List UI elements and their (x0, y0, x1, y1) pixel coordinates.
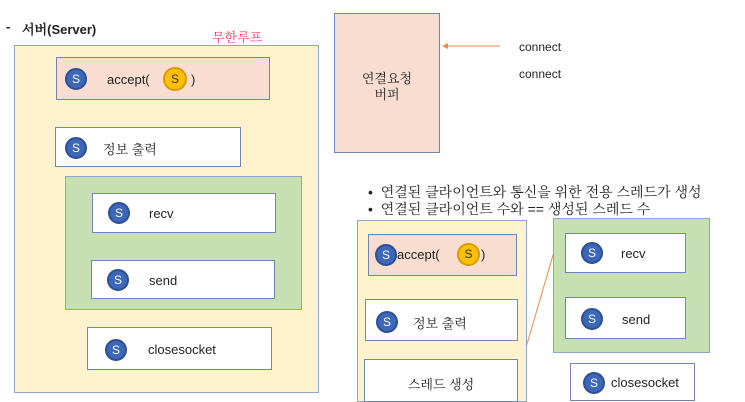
queue-label-line2: 버퍼 (374, 87, 400, 102)
r-info-print-box (365, 299, 518, 341)
info-print-label: 정보 출력 (103, 142, 157, 157)
r-send-box (565, 297, 686, 339)
r-closesocket-label: closesocket (611, 375, 679, 390)
socket-icon: S (65, 137, 87, 159)
recv-box (92, 193, 276, 233)
socket-icon: S (376, 311, 398, 333)
send-box (91, 260, 275, 299)
r-recv-box (565, 233, 686, 273)
connection-queue-box (334, 13, 440, 153)
queue-label-line1: 연결요청 (361, 71, 413, 86)
socket-icon: S (581, 308, 603, 330)
client-socket-icon: S (457, 243, 480, 266)
accept-label: accept( (107, 72, 150, 87)
info-print-box (55, 127, 241, 167)
connect-label-1: connect (519, 40, 562, 54)
socket-icon: S (581, 242, 603, 264)
socket-icon: S (108, 202, 130, 224)
send-label: send (149, 273, 178, 288)
socket-icon: S (105, 339, 127, 361)
thread-create-box (364, 359, 518, 402)
thread-create-label: 스레드 생성 (407, 377, 475, 392)
client-socket-icon: S (163, 67, 187, 91)
infinite-loop-label: 무한루프 (212, 30, 263, 45)
r-info-print-label: 정보 출력 (413, 316, 467, 331)
accept-box (56, 57, 270, 100)
r-accept-label: accept( (397, 247, 440, 262)
socket-icon: S (107, 269, 129, 291)
r-accept-box (368, 234, 517, 276)
title-dash: - (6, 19, 11, 34)
bullet-2: • 연결된 클라이언트 수와 == 생성된 스레드 수 (368, 201, 651, 217)
closesocket-box (87, 327, 272, 370)
r-closesocket-box (570, 363, 695, 401)
closesocket-label: closesocket (148, 342, 216, 357)
r-recv-label: recv (621, 246, 646, 261)
server-title: 서버(Server) (22, 22, 97, 37)
connect-label-2: connect (519, 67, 562, 81)
r-accept-close-paren: ) (481, 247, 486, 262)
server-socket-icon: S (375, 244, 397, 266)
bullet-1-text: 연결된 클라이언트와 통신을 위한 전용 스레드가 생성 (380, 184, 702, 200)
bullet-1: • 연결된 클라이언트와 통신을 위한 전용 스레드가 생성 (368, 184, 702, 200)
server-socket-icon: S (65, 68, 87, 90)
accept-close-paren: ) (191, 72, 196, 87)
r-send-label: send (622, 312, 651, 327)
bullet-2-text: 연결된 클라이언트 수와 == 생성된 스레드 수 (380, 201, 651, 217)
socket-icon: S (583, 372, 605, 394)
recv-label: recv (149, 206, 174, 221)
